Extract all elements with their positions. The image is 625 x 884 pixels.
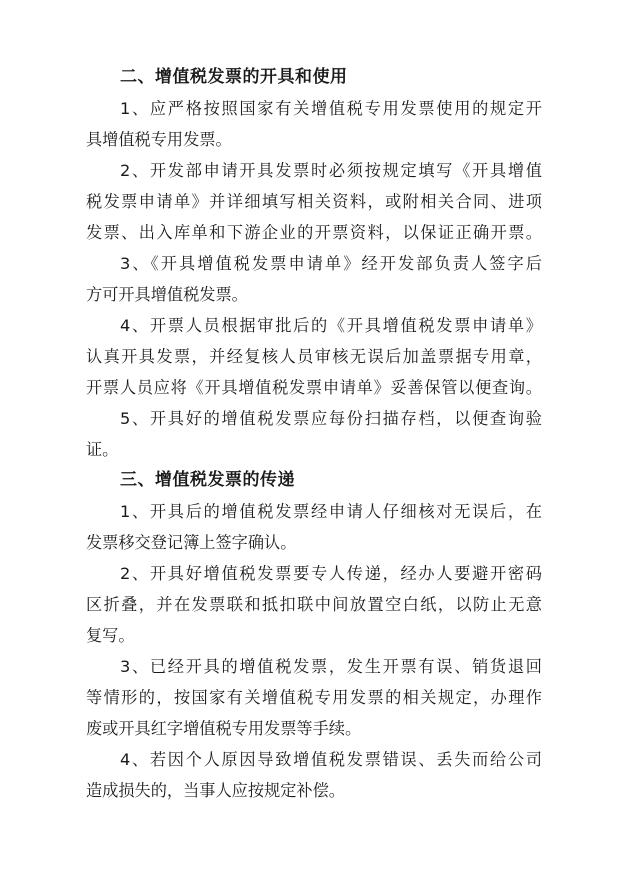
paragraph bbox=[86, 558, 542, 651]
paragraph-line: 2、开具好增值税发票要专人传递，经办人要避开密码 bbox=[120, 564, 542, 583]
section-heading: 二、增值税发票的开具和使用 bbox=[120, 67, 348, 87]
paragraph-line: 4、若因个人原因导致增值税发票错误、丢失而给公司 bbox=[120, 750, 542, 769]
paragraph-line: 具增值税专用发票。 bbox=[86, 130, 232, 149]
paragraph bbox=[86, 496, 542, 558]
paragraph-line: 发票、出入库单和下游企业的开票资料，以保证正确开票。 bbox=[86, 223, 542, 242]
paragraph bbox=[86, 155, 542, 248]
paragraph-line: 区折叠，并在发票联和抵扣联中间放置空白纸，以防止无意 bbox=[86, 595, 542, 614]
paragraph bbox=[86, 651, 542, 744]
paragraph-line: 开票人员应将《开具增值税发票申请单》妥善保管以便查询。 bbox=[86, 378, 542, 397]
paragraph bbox=[86, 744, 542, 806]
paragraph-line: 2、开发部申请开具发票时必须按规定填写《开具增值 bbox=[120, 161, 542, 180]
paragraph bbox=[86, 93, 542, 155]
paragraph bbox=[86, 310, 542, 403]
paragraph-line: 5、开具好的增值税发票应每份扫描存档，以便查询验 bbox=[120, 409, 542, 428]
paragraph-line: 发票移交登记簿上签字确认。 bbox=[86, 533, 297, 552]
paragraph-line: 税发票申请单》并详细填写相关资料，或附相关合同、进项 bbox=[86, 192, 542, 211]
section-delivery bbox=[86, 465, 542, 806]
document-page bbox=[86, 62, 542, 806]
paragraph-line: 4、开票人员根据审批后的《开具增值税发票申请单》 bbox=[120, 316, 542, 335]
paragraph-line: 造成损失的，当事人应按规定补偿。 bbox=[86, 781, 345, 800]
paragraph-line: 废或开具红字增值税专用发票等手续。 bbox=[86, 719, 362, 738]
paragraph-line: 1、开具后的增值税发票经申请人仔细核对无误后，在 bbox=[120, 502, 542, 521]
paragraph bbox=[86, 248, 542, 310]
section-heading: 三、增值税发票的传递 bbox=[120, 470, 295, 490]
paragraph-line: 证。 bbox=[86, 440, 119, 459]
section-issuing bbox=[86, 62, 542, 465]
paragraph-line: 复写。 bbox=[86, 626, 135, 645]
paragraph-line: 认真开具发票，并经复核人员审核无误后加盖票据专用章， bbox=[86, 347, 542, 366]
paragraph bbox=[86, 403, 542, 465]
paragraph-line: 等情形的，按国家有关增值税专用发票的相关规定，办理作 bbox=[86, 688, 542, 707]
paragraph-line: 3、《开具增值税发票申请单》经开发部负责人签字后 bbox=[120, 254, 542, 273]
paragraph-line: 1、应严格按照国家有关增值税专用发票使用的规定开 bbox=[120, 99, 542, 118]
paragraph-line: 方可开具增值税发票。 bbox=[86, 285, 248, 304]
paragraph-line: 3、已经开具的增值税发票，发生开票有误、销货退回 bbox=[120, 657, 542, 676]
